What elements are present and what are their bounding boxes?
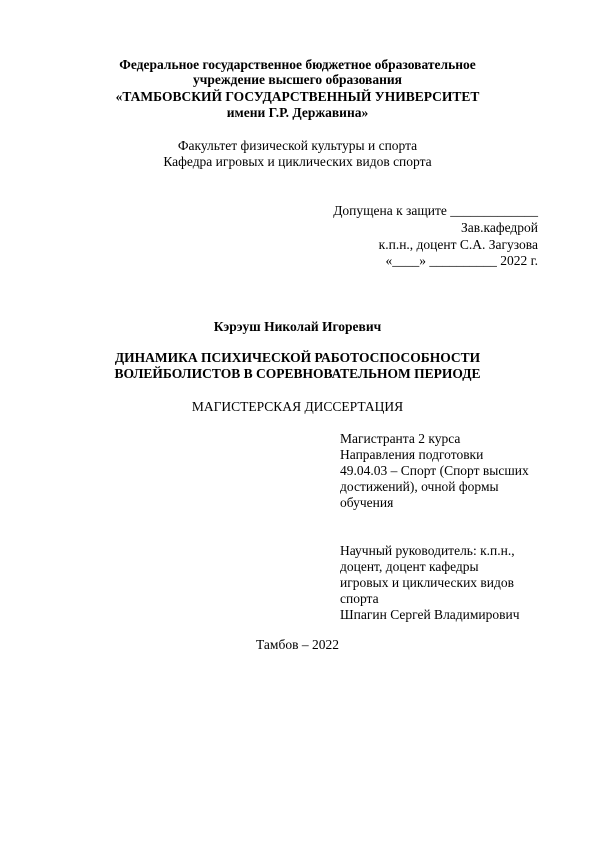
- supervisor-info-line: доцент, доцент кафедры: [340, 559, 479, 574]
- supervisor-info-line: спорта: [340, 591, 379, 606]
- student-info-line: обучения: [340, 495, 394, 510]
- admitted-to-defense: Допущена к защите _____________: [333, 203, 538, 218]
- student-info: [340, 431, 529, 511]
- student-info-line: 49.04.03 – Спорт (Спорт высших: [340, 463, 529, 478]
- approval-date: «____» __________ 2022 г.: [385, 253, 538, 268]
- supervisor-info: [340, 543, 520, 623]
- supervisor-name: Шпагин Сергей Владимирович: [340, 607, 520, 622]
- student-info-line: Направления подготовки: [340, 447, 484, 462]
- department-name: Кафедра игровых и циклических видов спорта: [163, 154, 432, 169]
- city-year: Тамбов – 2022: [256, 637, 339, 652]
- supervisor-info-line: Научный руководитель: к.п.н.,: [340, 543, 515, 558]
- author-name: Кэрэуш Николай Игоревич: [213, 319, 382, 334]
- university-name: «ТАМБОВСКИЙ ГОСУДАРСТВЕННЫЙ УНИВЕРСИТЕТ: [115, 89, 480, 104]
- head-of-department-name: к.п.н., доцент С.А. Загузова: [378, 237, 538, 252]
- student-info-line: достижений), очной формы: [340, 479, 499, 494]
- thesis-title-line-1: ДИНАМИКА ПСИХИЧЕСКОЙ РАБОТОСПОСОБНОСТИ: [114, 350, 481, 365]
- org-line-2: учреждение высшего образования: [193, 72, 402, 87]
- university-subname: имени Г.Р. Державина»: [226, 105, 369, 120]
- thesis-type: МАГИСТЕРСКАЯ ДИССЕРТАЦИЯ: [191, 399, 404, 414]
- faculty-name: Факультет физической культуры и спорта: [177, 138, 418, 153]
- supervisor-info-line: игровых и циклических видов: [340, 575, 515, 590]
- student-info-line: Магистранта 2 курса: [340, 431, 461, 446]
- thesis-title-line-2: ВОЛЕЙБОЛИСТОВ В СОРЕВНОВАТЕЛЬНОМ ПЕРИОДЕ: [114, 366, 481, 381]
- org-line-1: Федеральное государственное бюджетное образовательное: [119, 57, 476, 72]
- head-of-department-title: Зав.кафедрой: [460, 220, 538, 235]
